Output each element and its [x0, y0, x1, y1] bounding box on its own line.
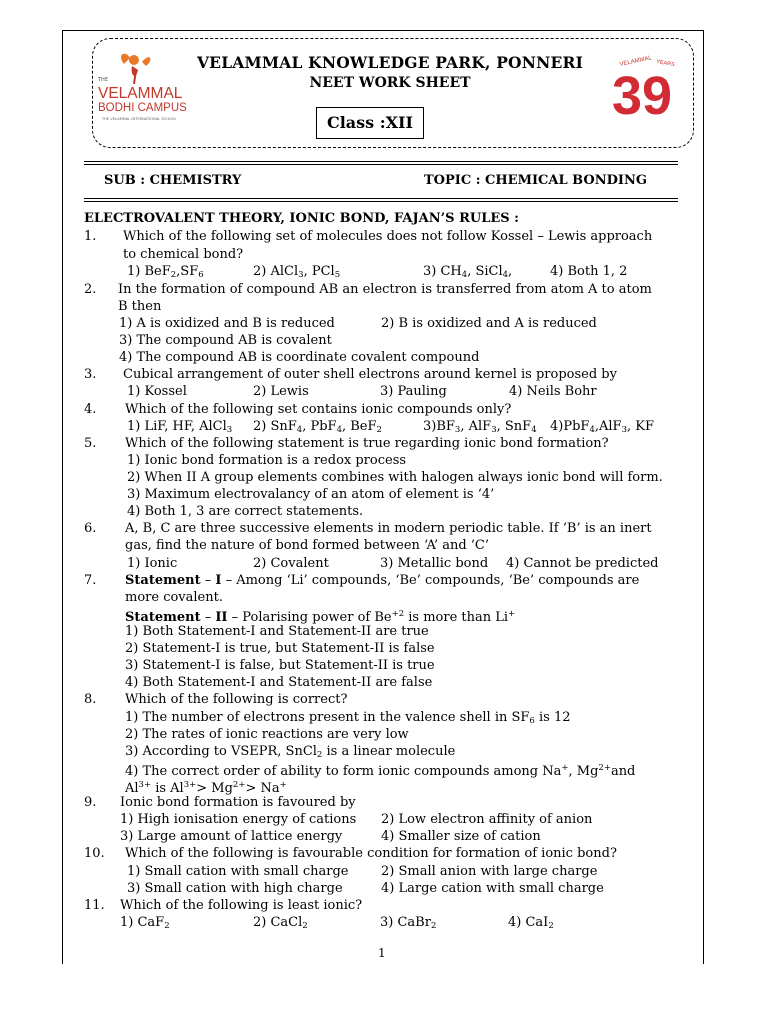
question-number: 8.	[84, 692, 97, 707]
question-text: 2) Low electron affinity of anion	[381, 812, 593, 827]
question-text: gas, find the nature of bond formed between ‘A’ and ‘C’	[125, 538, 490, 553]
question-text: Which of the following set contains ionic compounds only?	[125, 402, 512, 417]
question-text: 4) Both Statement-I and Statement-II are false	[125, 675, 433, 690]
question-text: Ionic bond formation is favoured by	[120, 795, 356, 810]
question-text: 2) SnF$_4$, PbF$_4$, BeF$_2$	[253, 419, 382, 435]
question-number: 11.	[84, 898, 105, 913]
question-text: 4) The compound AB is coordinate covalent compound	[119, 350, 480, 365]
svg-text:THE: THE	[98, 77, 108, 83]
page-border-top	[62, 30, 704, 31]
question-text: 2) CaCl$_2$	[253, 915, 308, 931]
svg-text:VELAMMAL: VELAMMAL	[619, 55, 653, 68]
question-text: 4)PbF$_4$,AlF$_3$, KF	[550, 419, 654, 435]
question-text: 2) Statement-I is true, but Statement-II is false	[125, 641, 435, 656]
question-text: 3) Maximum electrovalancy of an atom of element is ‘4’	[127, 487, 495, 502]
question-text: 2) Lewis	[253, 384, 309, 399]
question-number: 1.	[84, 229, 97, 244]
question-text: 1) A is oxidized and B is reduced	[119, 316, 335, 331]
class-label: Class :XII	[316, 107, 424, 139]
question-text: 3) Pauling	[380, 384, 447, 399]
question-text: 4) Cannot be predicted	[506, 556, 659, 571]
question-text: 3) Statement-I is false, but Statement-II is true	[125, 658, 435, 673]
svg-text:BODHI CAMPUS: BODHI CAMPUS	[98, 102, 187, 114]
question-text: 1) LiF, HF, AlCl$_3$	[127, 419, 233, 435]
topic-label: TOPIC : CHEMICAL BONDING	[424, 173, 647, 188]
question-text: 1) Kossel	[127, 384, 187, 399]
question-text: 1) Small cation with small charge	[127, 864, 349, 879]
page-border-left	[62, 30, 63, 964]
question-text: Statement – I – Among ‘Li’ compounds, ‘Be’ compounds, ‘Be’ compounds are	[125, 573, 640, 588]
question-number: 4.	[84, 402, 97, 417]
question-text: 2) When II A group elements combines with halogen always ionic bond will form.	[127, 470, 663, 485]
divider	[84, 164, 678, 165]
question-text: 4) The correct order of ability to form ionic compounds among Na+, $Mg^{2+}and$	[125, 763, 636, 779]
question-text: 2) Small anion with large charge	[381, 864, 598, 879]
question-text: 2) AlCl$_3$, PCl$_5$	[253, 264, 341, 280]
svg-text:THE VELAMMAL INTERNATIONAL SCH: THE VELAMMAL INTERNATIONAL SCHOOL	[102, 117, 177, 121]
question-text: more covalent.	[125, 590, 223, 605]
question-text: 4) Neils Bohr	[509, 384, 597, 399]
question-number: 3.	[84, 367, 97, 382]
divider	[84, 198, 678, 199]
section-title: ELECTROVALENT THEORY, IONIC BOND, FAJAN’S RULES :	[84, 211, 519, 226]
svg-text:YEARS: YEARS	[655, 59, 676, 69]
question-text: 3) According to VSEPR, SnCl$_2$ is a linear molecule	[125, 744, 456, 760]
subject-label: SUB : CHEMISTRY	[104, 173, 242, 188]
svg-text:39: 39	[612, 66, 673, 122]
question-number: 6.	[84, 521, 97, 536]
question-text: 1) High ionisation energy of cations	[120, 812, 357, 827]
sheet-type: NEET WORK SHEET	[309, 75, 471, 91]
question-text: Which of the following is least ionic?	[120, 898, 363, 913]
question-text: 2) Covalent	[253, 556, 329, 571]
page-border-right	[703, 30, 704, 964]
question-text: to chemical bond?	[123, 247, 244, 262]
question-text: $3)BF_3$, AlF$_3$, SnF$_4$	[423, 419, 537, 435]
question-text: 4) CaI$_2$	[508, 915, 554, 931]
question-text: 1) Ionic bond formation is a redox process	[127, 453, 407, 468]
question-text: 1) Ionic	[127, 556, 178, 571]
question-text: 1) CaF$_2$	[120, 915, 170, 931]
question-text: 4) Large cation with small charge	[381, 881, 604, 896]
question-text: 2) The rates of ionic reactions are very low	[125, 727, 409, 742]
question-number: 7.	[84, 573, 97, 588]
question-text: 3) Small cation with high charge	[127, 881, 343, 896]
question-text: 2) B is oxidized and A is reduced	[381, 316, 597, 331]
question-number: 9.	[84, 795, 97, 810]
question-text: Which of the following set of molecules does not follow Kossel – Lewis approach	[123, 229, 653, 244]
question-text: Which of the following statement is true regarding ionic bond formation?	[125, 436, 609, 451]
question-text: Cubical arrangement of outer shell electrons around kernel is proposed by	[123, 367, 617, 382]
question-text: 3) $CH_4$, SiCl$_4$,	[423, 264, 513, 280]
question-text: 3) The compound AB is covalent	[119, 333, 332, 348]
question-text: 1) The number of electrons present in the valence shell in $SF_6$ is 12	[125, 710, 571, 726]
question-text: A, B, C are three successive elements in modern periodic table. If ‘B’ is an inert	[125, 521, 652, 536]
question-text: 3) Large amount of lattice energy	[120, 829, 343, 844]
question-text: 1) $BeF_2,SF_6$	[127, 264, 204, 280]
svg-text:VELAMMAL: VELAMMAL	[98, 85, 183, 102]
question-number: 5.	[84, 436, 97, 451]
question-number: 2.	[84, 282, 97, 297]
question-text: 4) Both 1, 3 are correct statements.	[127, 504, 364, 519]
question-text: 4) Both 1, 2	[550, 264, 628, 279]
question-text: Statement – II – Polarising power of $Be^{+2}$ is more than Li+	[125, 609, 516, 625]
question-text: 1) Both Statement-I and Statement-II are true	[125, 624, 429, 639]
question-text: $Al^{3+}$ is $Al^{3+}> Mg^{2+}> Na^+$	[125, 780, 287, 796]
question-text: Which of the following is favourable condition for formation of ionic bond?	[125, 846, 617, 861]
page-number: 1	[378, 946, 386, 960]
school-name: VELAMMAL KNOWLEDGE PARK, PONNERI	[196, 53, 584, 72]
divider	[84, 161, 678, 162]
question-text: 3) CaBr$_2$	[380, 915, 437, 931]
question-text: In the formation of compound AB an electron is transferred from atom A to atom	[118, 282, 652, 297]
question-text: 3) Metallic bond	[380, 556, 489, 571]
question-text: B then	[118, 299, 162, 314]
question-text: Which of the following is correct?	[125, 692, 348, 707]
question-text: 4) Smaller size of cation	[381, 829, 541, 844]
divider	[84, 201, 678, 202]
question-number: 10.	[84, 846, 105, 861]
